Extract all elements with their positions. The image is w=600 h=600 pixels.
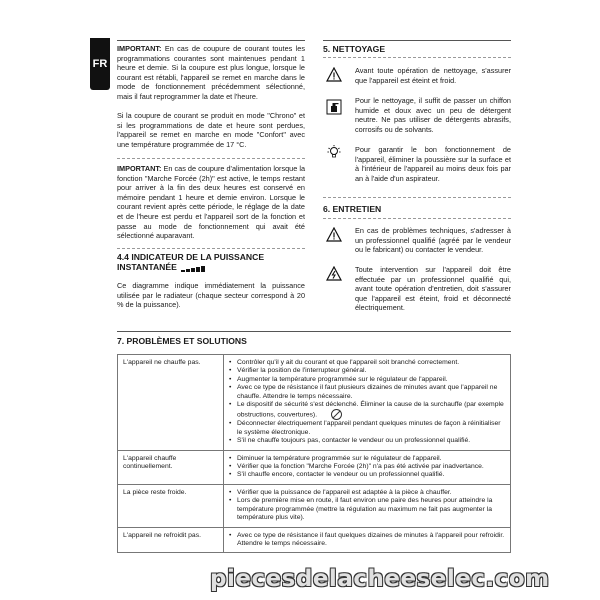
note-lead: IMPORTANT: — [117, 44, 162, 53]
do-not-cover-icon — [331, 409, 342, 420]
cleaning-item-1: Avant toute opération de nettoyage, s'assurer que l'appareil est éteint et froid. — [355, 66, 511, 85]
section-7-title: 7. PROBLÈMES ET SOLUTIONS — [117, 336, 247, 346]
section-7-rule — [117, 331, 511, 332]
solution-item: • Vérifier la position de l'interrupteur général. — [229, 367, 505, 375]
lightbulb-tip-icon — [326, 144, 342, 160]
divider — [117, 158, 305, 159]
solution-item: • Vérifier que la fonction "Marche Forcée (2h)" n'a pas été activée par inadvertance. — [229, 463, 505, 471]
section-title-line2: INSTANTANÉE — [117, 262, 177, 272]
note-lead: IMPORTANT: — [117, 164, 162, 173]
cleaning-item-3: Pour garantir le bon fonctionnement de l'appareil, éliminer la poussière sur la surface et à l'intérieur de l'appareil au moins deux fois par an à l'aide d'un aspirateur. — [355, 145, 511, 183]
solutions-cell — [224, 484, 511, 527]
important-note-power-cut — [117, 44, 305, 102]
maintenance-item-2: Toute intervention sur l'appareil doit être effectuée par un professionnel qualifié qui, avant toute opération d'entretien, doit s'assurer que l'appareil est éteint, froid et déconnecté électriquement. — [355, 265, 511, 313]
language-tab — [90, 38, 110, 90]
solution-item: • Avec ce type de résistance il faut plusieurs dizaines de minutes avant que l'appareil ne chauffe. Attendre le temps nécessaire. — [229, 384, 505, 401]
solutions-cell — [224, 355, 511, 451]
solution-item: • Augmenter la température programmée sur le régulateur de l'appareil. — [229, 376, 505, 384]
warning-triangle-icon — [326, 67, 342, 83]
solution-item: • Contrôler qu'il y ait du courant et que l'appareil soit branché correctement. — [229, 359, 505, 367]
warning-triangle-icon — [326, 227, 342, 243]
section-title-line2-row — [117, 262, 307, 272]
electric-warning-icon — [326, 266, 342, 282]
divider — [323, 57, 511, 58]
table-row — [118, 484, 511, 527]
problem-cell: L'appareil ne refroidit pas. — [118, 527, 224, 553]
solutions-cell — [224, 527, 511, 553]
power-indicator-text: Ce diagramme indique immédiatement la puissance utilisée par le radiateur (chaque secteur correspond à 20 % de la puissance). — [117, 281, 305, 310]
solutions-cell — [224, 450, 511, 484]
solution-item-with-icon — [229, 401, 505, 420]
section-title-line1: 4.4 INDICATEUR DE LA PUISSANCE — [117, 252, 265, 262]
problem-cell: L'appareil chauffe continuellement. — [118, 450, 224, 484]
table-row — [118, 355, 511, 451]
important-note-forced-mode — [117, 164, 305, 241]
section-4-4-title — [117, 252, 307, 272]
maintenance-item-1: En cas de problèmes techniques, s'adresser à un professionnel qualifié (agréé par le vendeur ou le fabricant) ou contacter le vendeur. — [355, 226, 511, 255]
solution-item: • Diminuer la température programmée sur le régulateur de l'appareil. — [229, 455, 505, 463]
divider — [117, 248, 305, 249]
solution-text: Le dispositif de sécurité s'est déclenché. Éliminer la cause de la surchauffe (par exemple obstructions, couvertures). — [237, 401, 504, 419]
language-tab-label: FR — [92, 58, 108, 70]
problems-solutions-table — [117, 354, 511, 553]
site-watermark: piecesdelacheeselec.com — [210, 566, 550, 592]
power-bars-icon — [181, 262, 206, 272]
section-6-title: 6. ENTRETIEN — [323, 204, 382, 214]
solution-item: • S'il chauffe encore, contacter le vendeur ou un professionnel qualifié. — [229, 471, 505, 479]
cleaning-bottle-icon — [326, 99, 342, 115]
problem-cell: L'appareil ne chauffe pas. — [118, 355, 224, 451]
solution-item: • Avec ce type de résistance il faut quelques dizaines de minutes à l'appareil pour refroidir. Attendre le temps nécessaire. — [229, 532, 505, 549]
top-rule-right — [323, 40, 511, 41]
top-rule-left — [117, 40, 305, 41]
cleaning-item-2: Pour le nettoyage, il suffit de passer un chiffon humide et doux avec un peu de détergent neutre. Ne pas utiliser de détergents abrasifs, corrosifs ou de solvants. — [355, 96, 511, 134]
solution-item: • Lors de première mise en route, il faut environ une paire des heures pour atteindre la température programmée (mettre la régulation au maximum ne fait pas augmenter la température plus vite). — [229, 497, 505, 522]
divider — [323, 218, 511, 219]
section-5-title: 5. NETTOYAGE — [323, 44, 386, 54]
problem-cell: La pièce reste froide. — [118, 484, 224, 527]
table-row — [118, 450, 511, 484]
solution-item: • S'il ne chauffe toujours pas, contacter le vendeur ou un professionnel qualifié. — [229, 437, 505, 445]
solution-item: • Vérifier que la puissance de l'appareil est adaptée à la pièce à chauffer. — [229, 489, 505, 497]
solution-item: • Déconnecter électriquement l'appareil pendant quelques minutes de façon à réinitialiser le système électronique. — [229, 420, 505, 437]
note-text: En cas de coupure de courant toutes les programmations courantes sont maintenues pendant 1 heure et demie. Si la coupure est plus longue, lorsque le courant est rétabli, l'appareil se remet en marche dans le mode de fonctionnement précédemment sélectionné, mais il faut reprogrammer la date et l'heure. — [117, 44, 305, 101]
divider — [323, 197, 511, 198]
table-row — [118, 527, 511, 553]
note-text-chrono: Si la coupure de courant se produit en mode "Chrono" et si les programmations de date et heure sont perdues, l'appareil se remet en marche en mode "Confort" avec une température programmée de 17 °C. — [117, 111, 305, 149]
important-note-chrono — [117, 111, 305, 149]
note-text: En cas de coupure d'alimentation lorsque la fonction "Marche Forcée (2h)" est active, le temps restant pour arriver à la fin des deux heures est conservé en mémoire pendant 1 heure et demie environ. Lorsque le courant revient après cette période, le réglage de la date et de l'heure est perdu et l'appareil sort de la fonction et passe au mode de fonctionnement qui avait été sélectionné auparavant. — [117, 164, 306, 241]
